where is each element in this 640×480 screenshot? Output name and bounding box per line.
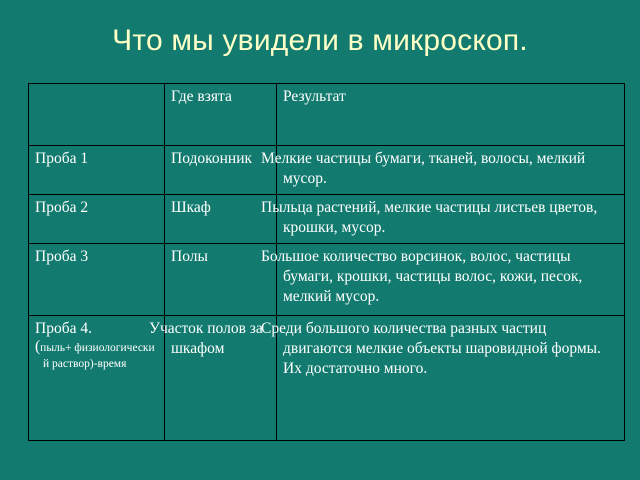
sample-note (35, 339, 159, 372)
sample-note-text: пыль+ физиологический раствор)-время (40, 342, 155, 370)
table-row (29, 195, 625, 244)
table-row (29, 316, 625, 441)
header-cell-result: Результат (277, 84, 625, 146)
result-cell: Пыльца растений, мелкие частицы листьев цветов, крошки, мусор. (277, 195, 625, 244)
sample-label: Проба 4. (35, 320, 92, 337)
results-table (28, 83, 625, 441)
header-cell-source: Где взята (165, 84, 277, 146)
slide-title: Что мы увидели в микроскоп. (112, 24, 528, 57)
source-cell: Подоконник (165, 146, 277, 195)
header-cell-sample (29, 84, 165, 146)
sample-cell (29, 316, 165, 441)
result-cell: Большое количество ворсинок, волос, частицы бумаги, крошки, частицы волос, кожи, песок, мелкий мусор. (277, 244, 625, 316)
source-cell: Полы (165, 244, 277, 316)
result-cell: Среди большого количества разных частиц двигаются мелкие объекты шаровидной формы. Их достаточно много. (277, 316, 625, 441)
sample-cell: Проба 3 (29, 244, 165, 316)
source-cell: Шкаф (165, 195, 277, 244)
sample-cell: Проба 1 (29, 146, 165, 195)
table-row (29, 146, 625, 195)
table-row (29, 244, 625, 316)
sample-note-paren: ( (35, 338, 41, 355)
source-cell: Участок полов за шкафом (165, 316, 277, 441)
result-cell: Мелкие частицы бумаги, тканей, волосы, мелкий мусор. (277, 146, 625, 195)
sample-cell: Проба 2 (29, 195, 165, 244)
table-header-row (29, 84, 625, 146)
